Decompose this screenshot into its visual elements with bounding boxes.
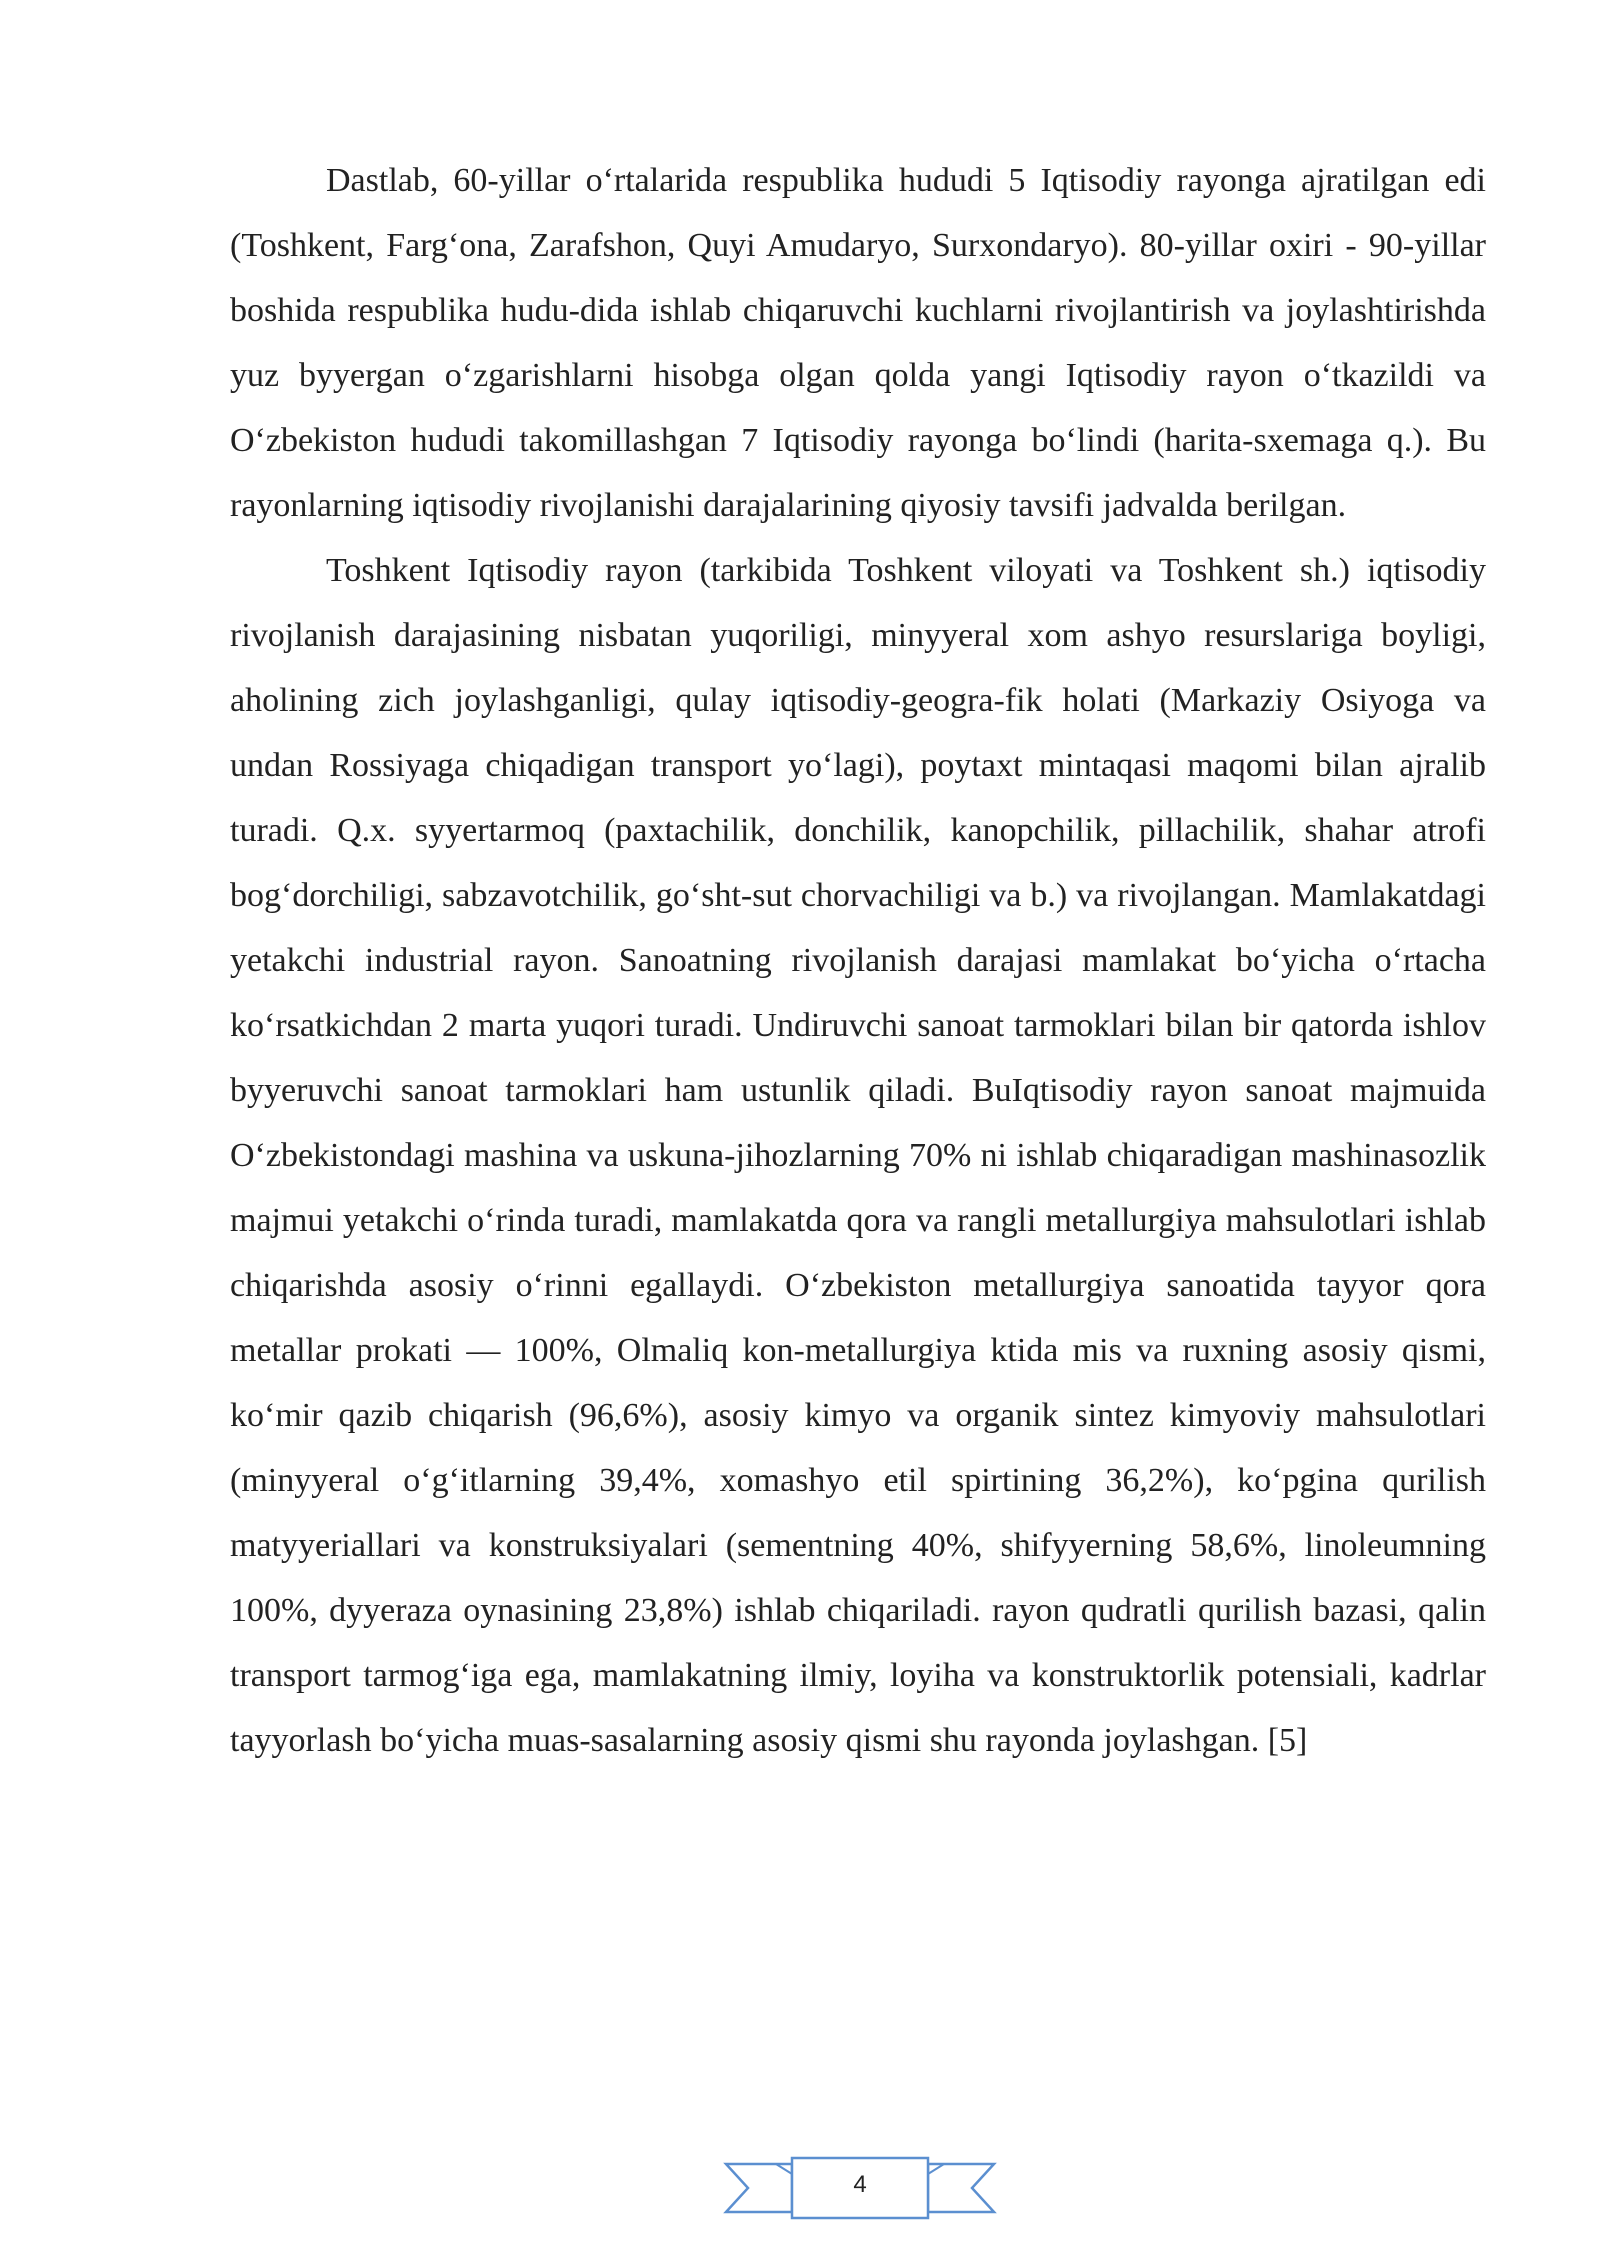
page-footer <box>720 2150 1000 2226</box>
paragraph-toshkent-region: Toshkent Iqtisodiy rayon (tarkibida Toshkent viloyati va Toshkent sh.) iqtisodiy rivojlanish darajasining nisbatan yuqoriligi, minyyeral xom ashyo resurslariga boyligi, aholining zich joylashganligi, qulay iqtisodiy-geogra-fik holati (Markaziy Osiyoga va undan Rossiyaga chiqadigan transport yo‘lagi), poytaxt mintaqasi maqomi bilan ajralib turadi. Q.x. syyertarmoq (paxtachilik, donchilik, kanopchilik, pillachilik, shahar atrofi bog‘dorchiligi, sabzavotchilik, go‘sht-sut chorvachiligi va b.) va rivojlangan. Mamlakatdagi yetakchi industrial rayon. Sanoatning rivojlanish darajasi mamlakat bo‘yicha o‘rtacha ko‘rsatkichdan 2 marta yuqori turadi. Undiruvchi sanoat tarmoklari bilan bir qatorda ishlov byyeruvchi sanoat tarmoklari ham ustunlik qiladi. BuIqtisodiy rayon sanoat majmuida O‘zbekistondagi mashina va uskuna-jihozlarning 70% ni ishlab chiqaradigan mashinasozlik majmui yetakchi o‘rinda turadi, mamlakatda qora va rangli metallurgiya mahsulotlari ishlab chiqarishda asosiy o‘rinni egallaydi. O‘zbekiston metallurgiya sanoatida tayyor qora metallar prokati — 100%, Olmaliq kon-metallurgiya ktida mis va ruxning asosiy qismi, ko‘mir qazib chiqarish (96,6%), asosiy kimyo va organik sintez kimyoviy mahsulotlari (minyyeral o‘g‘itlarning 39,4%, xomashyo etil spirtining 36,2%), ko‘pgina qurilish matyyeriallari va konstruksiyalari (sementning 40%, shifyyerning 58,6%, linoleumning 100%, dyyeraza oynasining 23,8%) ishlab chiqariladi. rayon qudratli qurilish bazasi, qalin transport tarmog‘iga ega, mamlakatning ilmiy, loyiha va konstruktorlik potensiali, kadrlar tayyorlash bo‘yicha muas-sasalarning asosiy qismi shu rayonda joylashgan. [5] <box>230 552 1486 1759</box>
page-number: 4 <box>853 2171 867 2198</box>
body-text <box>230 148 1486 1773</box>
paragraph-intro: Dastlab, 60-yillar o‘rtalarida respublika hududi 5 Iqtisodiy rayonga ajratilgan edi (Toshkent, Farg‘ona, Zarafshon, Quyi Amudaryo, Surxondaryo). 80-yillar oxiri - 90-yillar boshida respublika hudu-dida ishlab chiqaruvchi kuchlarni rivojlantirish va joylashtirishda yuz byyergan o‘zgarishlarni hisobga olgan qolda yangi Iqtisodiy rayon o‘tkazildi va O‘zbekiston hududi takomillashgan 7 Iqtisodiy rayonga bo‘lindi (harita-sxemaga q.). Bu rayonlarning iqtisodiy rivojlanishi darajalarining qiyosiy tavsifi jadvalda berilgan. <box>230 162 1486 524</box>
